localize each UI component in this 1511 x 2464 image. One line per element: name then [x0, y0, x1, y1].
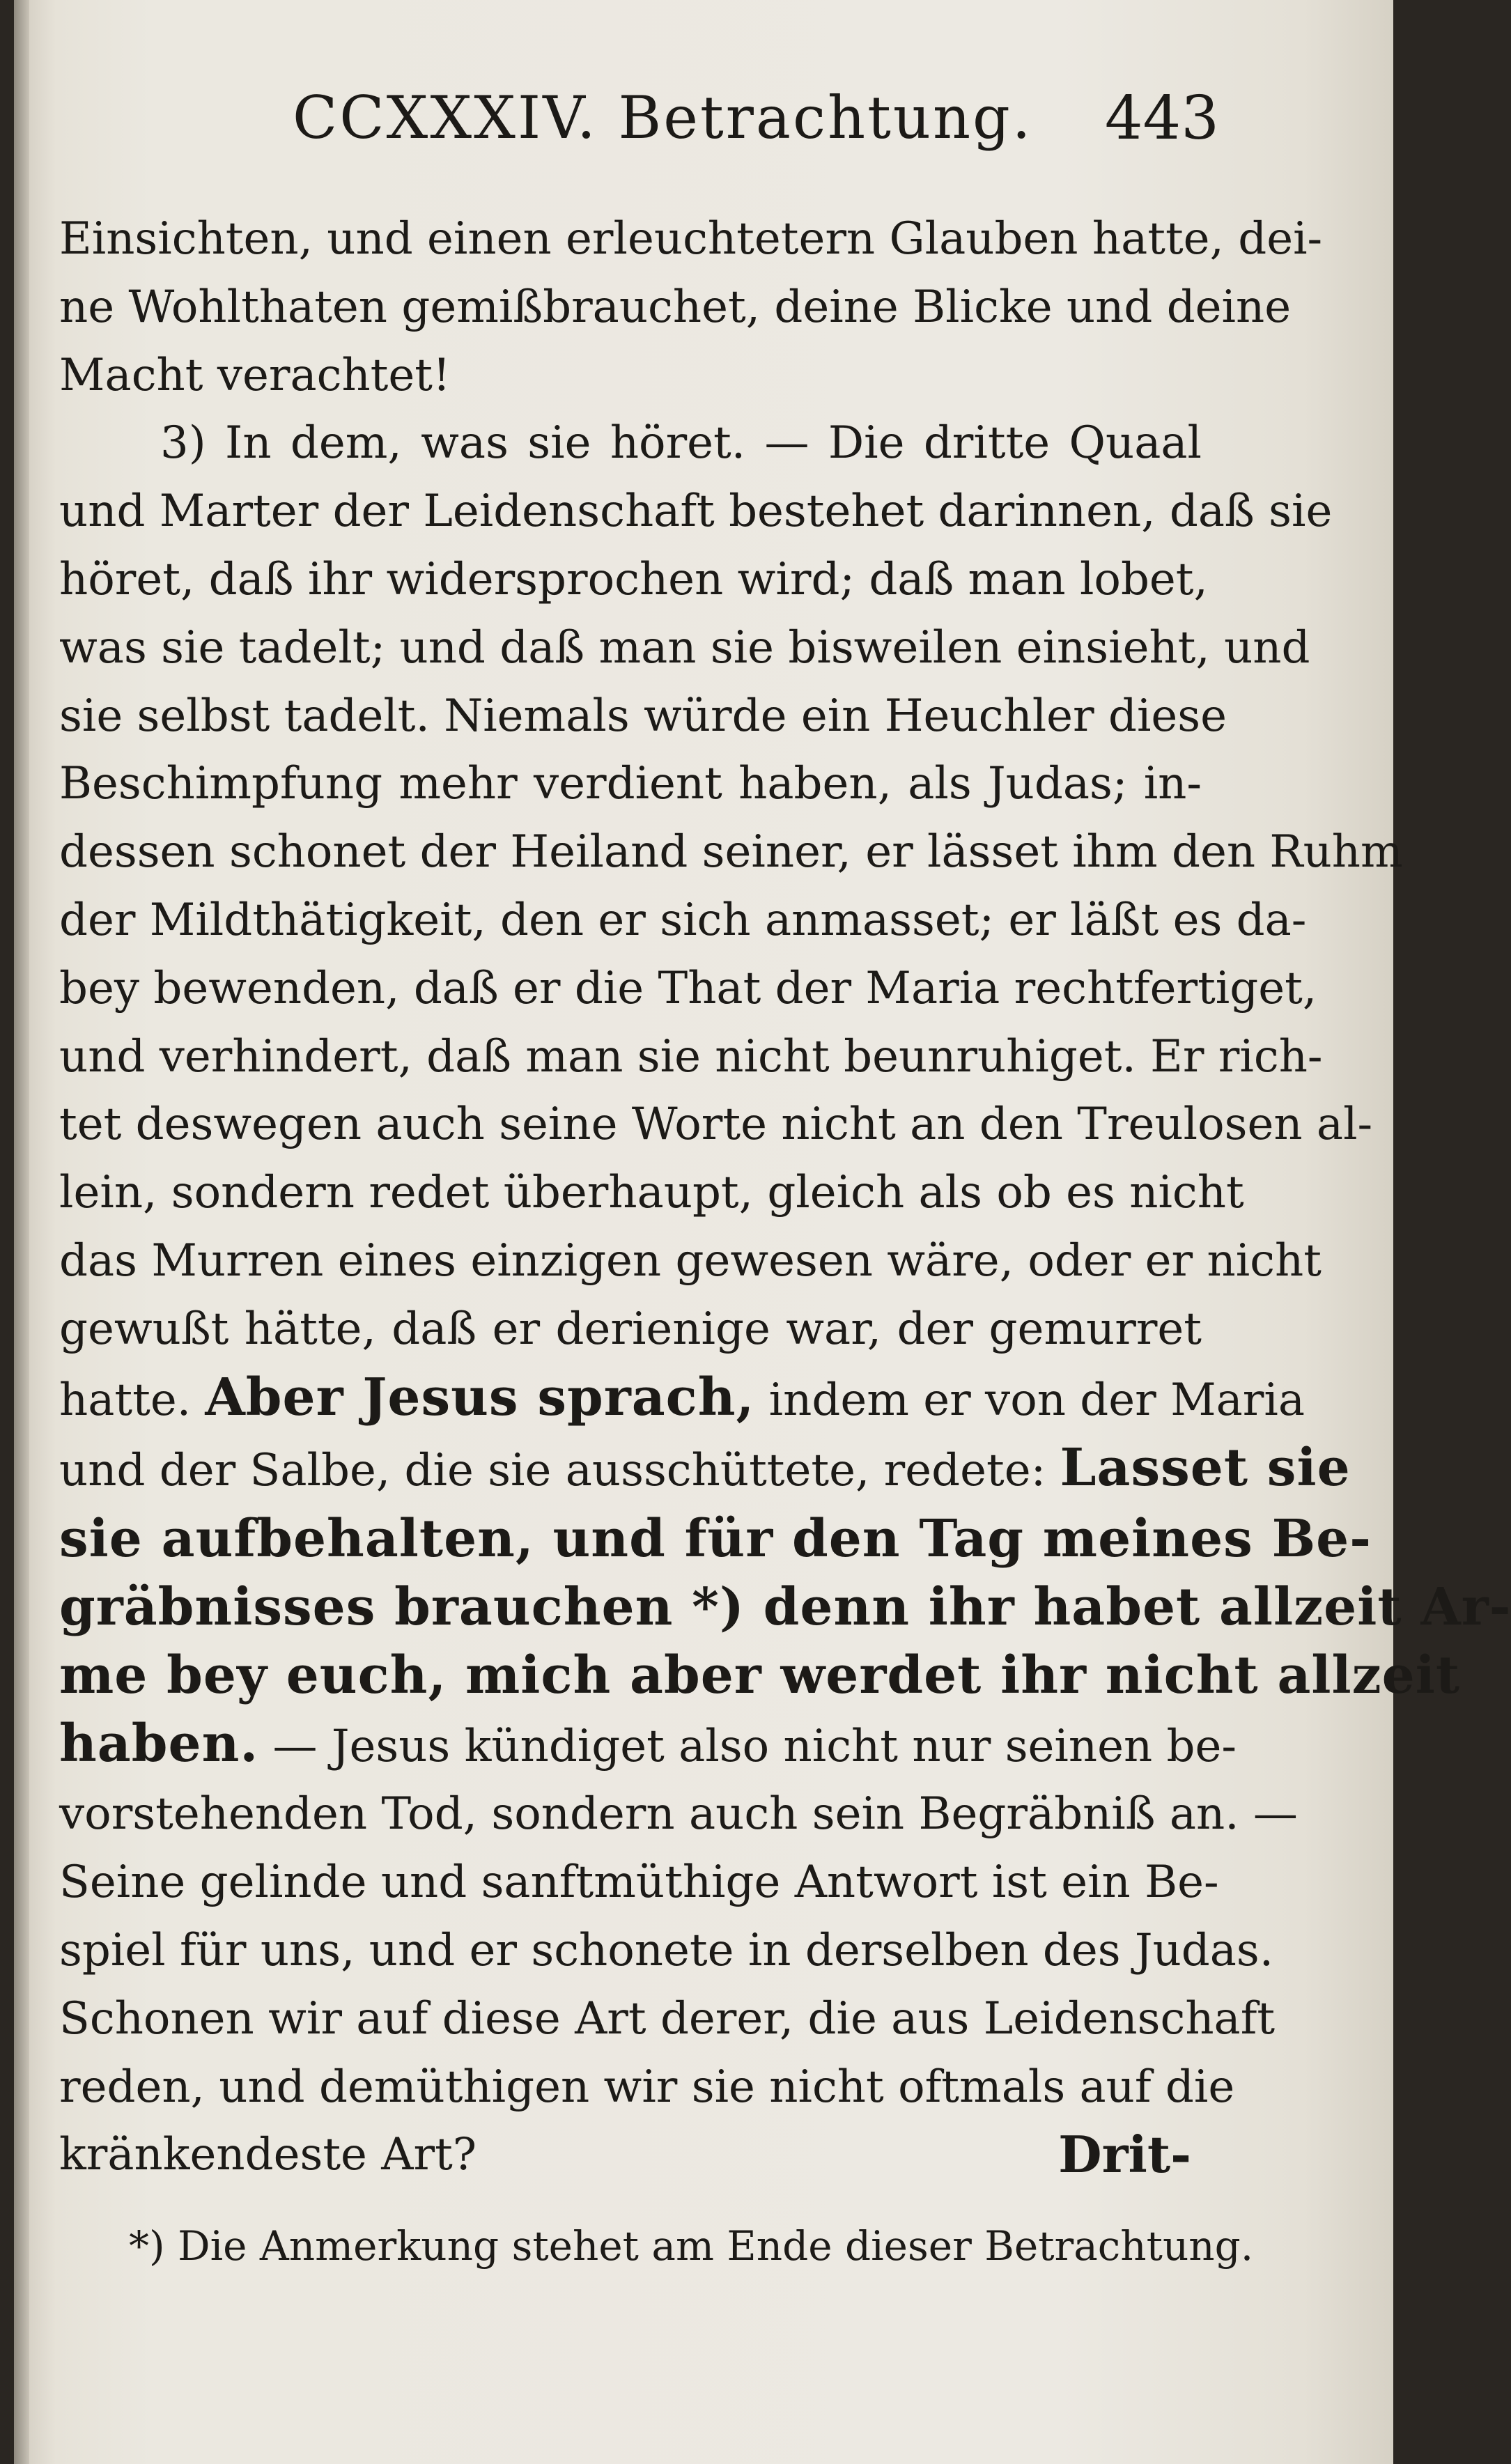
- text-line: sie selbst tadelt. Niemals würde ein Heuchler diese: [59, 690, 1227, 742]
- text-line: höret, daß ihr widersprochen wird; daß man lobet,: [59, 553, 1208, 605]
- text-line: bey bewenden, daß er die That der Maria rechtfertiget,: [59, 962, 1317, 1014]
- text-line: [59, 1364, 1305, 1435]
- quote-line: gräbnisses brauchen *) denn ihr habet allzeit Ar-: [59, 1576, 1511, 1637]
- text-line: und verhindert, daß man sie nicht beunruhiget. Er rich-: [59, 1030, 1323, 1083]
- running-header: [293, 84, 1219, 174]
- text-line: der Mildthätigkeit, den er sich anmasset; er läßt es da-: [59, 894, 1307, 946]
- text-line: was sie tadelt; und daß man sie bisweilen einsieht, und: [59, 621, 1310, 674]
- text-line: tet deswegen auch seine Worte nicht an den Treulosen al-: [59, 1099, 1373, 1151]
- text-line: ne Wohlthaten gemißbrauchet, deine Blicke und deine: [59, 281, 1292, 333]
- speech-prefix: und der Salbe, die sie ausschüttete, redete:: [59, 1445, 1046, 1497]
- speech-commentary: — Jesus kündiget also nicht nur seinen be-: [272, 1720, 1237, 1772]
- page-gutter-shadow: [14, 0, 29, 2464]
- text-line: lein, sondern redet überhaupt, gleich als ob es nicht: [59, 1167, 1244, 1219]
- body-text: [59, 206, 1511, 2190]
- text-line: das Murren eines einzigen gewesen wäre, oder er nicht: [59, 1234, 1322, 1287]
- text-line: Beschimpfung mehr verdient haben, als Judas; in-: [59, 758, 1202, 810]
- quote-line: sie aufbehalten, und für den Tag meines Be-: [59, 1509, 1372, 1570]
- quote-start: Lasset sie: [1060, 1438, 1351, 1498]
- text-line: reden, und demüthigen wir sie nicht oftmals auf die: [59, 2061, 1235, 2113]
- text-line: Seine gelinde und sanftmüthige Antwort ist ein Be-: [59, 1857, 1219, 1909]
- book-page: [14, 0, 1511, 2464]
- text-line: Macht verachtet!: [59, 349, 451, 401]
- text-line: dessen schonet der Heiland seiner, er lässet ihm den Ruhm: [59, 826, 1403, 878]
- text-line: [59, 1434, 1351, 1505]
- speech-emphasis: Aber Jesus sprach,: [205, 1367, 755, 1427]
- quote-line: me bey euch, mich aber werdet ihr nicht allzeit: [59, 1645, 1461, 1705]
- page-number: 443: [1104, 84, 1219, 153]
- text-line: spiel für uns, und er schonete in derselben des Judas.: [59, 1924, 1274, 1976]
- text-line: Einsichten, und einen erleuchtetern Glauben hatte, dei-: [59, 213, 1323, 265]
- footnote: *) Die Anmerkung stehet am Ende dieser Betrachtung.: [129, 2222, 1254, 2270]
- quote-end: haben.: [59, 1713, 259, 1774]
- text-line: gewußt hätte, daß er derienige war, der gemurret: [59, 1303, 1202, 1355]
- header-title: CCXXXIV. Betrachtung.: [293, 84, 1033, 152]
- text-line: vorstehenden Tod, sondern auch sein Begräbniß an. —: [59, 1788, 1298, 1841]
- text-line: 3) In dem, was sie höret. — Die dritte Quaal: [160, 417, 1202, 470]
- text-line: und Marter der Leidenschaft bestehet darinnen, daß sie: [59, 486, 1333, 538]
- speech-suffix: indem er von der Maria: [768, 1374, 1305, 1426]
- text-line: kränkendeste Art?: [59, 2129, 477, 2181]
- speech-prefix: hatte.: [59, 1374, 192, 1426]
- text-line: [59, 1710, 1237, 1781]
- catchword: Drit-: [1058, 2125, 1191, 2184]
- text-line: Schonen wir auf diese Art derer, die aus Leidenschaft: [59, 1992, 1276, 2045]
